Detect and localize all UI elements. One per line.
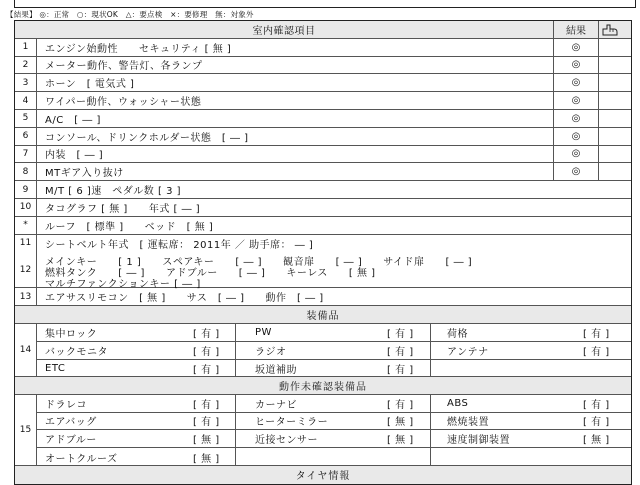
equipment-value: [ 有 ]	[583, 346, 610, 358]
interior-item-row	[15, 110, 631, 128]
row-number: 10	[15, 199, 37, 216]
equipment-label: ラジオ	[255, 346, 287, 358]
row-12-line-2: 燃料タンク [ ― ] アドブルー [ ― ] キーレス [ 無 ]	[45, 268, 376, 280]
column-divider	[235, 342, 236, 359]
equipment-value: [ 有 ]	[387, 399, 414, 411]
equipment-label: カーナビ	[255, 399, 297, 411]
row-number: 5	[15, 110, 37, 127]
result-mark: ◎	[553, 110, 599, 127]
equipment-value: [ 無 ]	[387, 435, 414, 447]
row-text: エアサスリモコン [ 無 ] サス [ ― ] 動作 [ ― ]	[45, 293, 324, 305]
interior-item-row	[15, 235, 631, 253]
equipment-label: 荷格	[447, 328, 468, 340]
result-mark: ◎	[553, 57, 599, 74]
row-12-line-1: メインキー [ 1 ] スペアキー [ ― ] 観音扉 [ ― ] サイド扉 [ ― ]	[45, 257, 473, 269]
unverified-subrow	[37, 448, 631, 466]
interior-item-row	[15, 92, 631, 110]
interior-item-row	[15, 57, 631, 75]
row-number: 8	[15, 163, 37, 180]
equipment-label: ヒーターミラー	[255, 417, 329, 429]
unverified-subrow	[37, 413, 631, 431]
column-divider	[430, 430, 431, 447]
equipment-label: ETC	[45, 362, 66, 374]
column-divider	[430, 395, 431, 412]
row-number: 4	[15, 92, 37, 109]
equipment-block	[15, 324, 631, 377]
row-number: 3	[15, 74, 37, 91]
interior-item-row	[15, 128, 631, 146]
row-text: タコグラフ [ 無 ] 年式 [ ― ]	[45, 203, 201, 215]
equipment-label: エアバッグ	[45, 417, 97, 429]
equipment-label: ドラレコ	[45, 399, 87, 411]
interior-item-row	[15, 39, 631, 57]
unverified-subrow	[37, 395, 631, 413]
equipment-label: 集中ロック	[45, 328, 98, 340]
equipment-subrow	[37, 324, 631, 342]
equipment-label: アドブルー	[45, 435, 97, 447]
row-text: A/C [ ― ]	[45, 114, 101, 126]
column-divider	[235, 324, 236, 341]
row-number: 7	[15, 146, 37, 163]
hand-pointer-icon	[601, 23, 619, 37]
interior-item-row	[15, 199, 631, 217]
row-12-line-3: マルチファンクションキー [ ― ]	[45, 279, 201, 291]
row-text: エンジン始動性 セキュリティ [ 無 ]	[45, 43, 232, 55]
result-header: 結果	[553, 21, 599, 38]
row-number: 6	[15, 128, 37, 145]
equipment-value: [ 有 ]	[583, 399, 610, 411]
equipment-label: バックモニタ	[45, 346, 108, 358]
equipment-label: 坂道補助	[255, 364, 297, 376]
column-divider	[430, 360, 431, 378]
row-text: シートベルト年式 [ 運転席： 2011年 ／ 助手席： ― ]	[45, 239, 314, 251]
equipment-value: [ 有 ]	[583, 417, 610, 429]
interior-header-row	[15, 21, 631, 39]
result-legend: 【結果】 ◎：正常 ○：現状OK △：要点検 ×：要修理 無：対象外	[6, 10, 254, 19]
row-number: 14	[15, 324, 37, 376]
column-divider	[235, 430, 236, 447]
row-text: M/T [ 6 ]速 ペダル数 [ 3 ]	[45, 186, 182, 198]
result-mark: ◎	[553, 163, 599, 180]
equipment-label: 燃焼装置	[447, 417, 489, 429]
result-mark: ◎	[553, 128, 599, 145]
row-text: ホーン [ 電気式 ]	[45, 79, 135, 91]
row-text: ワイパー動作、ウォッシャー状態	[45, 97, 202, 109]
interior-item-row	[15, 146, 631, 164]
result-mark: ◎	[553, 74, 599, 91]
row-number: 15	[15, 395, 37, 465]
interior-item-row	[15, 217, 631, 235]
column-divider	[235, 395, 236, 412]
interior-item-row	[15, 163, 631, 181]
unverified-block	[15, 395, 631, 466]
row-number: *	[15, 217, 37, 234]
column-divider	[430, 448, 431, 466]
row-number: 13	[15, 288, 37, 305]
equipment-value: [ 有 ]	[387, 346, 414, 358]
equipment-label: PW	[255, 326, 272, 338]
tires-header: タイヤ情報	[15, 466, 631, 484]
column-divider	[235, 360, 236, 378]
row-text: メーター動作、警告灯、各ランプ	[45, 61, 203, 73]
top-table-edge	[14, 0, 636, 8]
row-text: 内装 [ ― ]	[45, 150, 104, 162]
equipment-value: [ 無 ]	[193, 453, 220, 465]
row-number: 12	[15, 252, 37, 287]
column-divider	[430, 324, 431, 341]
equipment-subrow	[37, 342, 631, 360]
inspection-table	[14, 20, 632, 485]
column-divider	[235, 448, 236, 466]
unverified-header: 動作未確認装備品	[15, 377, 631, 395]
equipment-label: 速度制御装置	[447, 435, 510, 447]
column-divider	[430, 413, 431, 430]
equipment-header: 装備品	[15, 306, 631, 324]
column-divider	[235, 413, 236, 430]
equipment-value: [ 無 ]	[387, 417, 414, 429]
equipment-value: [ 有 ]	[193, 328, 220, 340]
equipment-label: 近接センサー	[255, 435, 318, 447]
equipment-value: [ 有 ]	[193, 346, 220, 358]
equipment-value: [ 有 ]	[193, 417, 220, 429]
interior-header: 室内確認項目	[15, 21, 553, 38]
row-text: MTギア入り抜け	[45, 168, 124, 180]
equipment-value: [ 無 ]	[583, 435, 610, 447]
row-number: 11	[15, 235, 37, 253]
row-13	[15, 288, 631, 306]
equipment-value: [ 有 ]	[193, 399, 220, 411]
row-text: ルーフ [ 標準 ] ベッド [ 無 ]	[45, 221, 214, 233]
row-number: 1	[15, 39, 37, 56]
equipment-value: [ 有 ]	[387, 364, 414, 376]
row-number: 2	[15, 57, 37, 74]
result-mark: ◎	[553, 39, 599, 56]
result-mark: ◎	[553, 146, 599, 163]
row-number: 9	[15, 181, 37, 198]
equipment-value: [ 有 ]	[583, 328, 610, 340]
equipment-label: アンテナ	[447, 346, 489, 358]
equipment-value: [ 有 ]	[387, 328, 414, 340]
interior-item-row	[15, 181, 631, 199]
equipment-label: ABS	[447, 397, 469, 409]
interior-item-row	[15, 74, 631, 92]
unverified-subrow	[37, 430, 631, 448]
row-12	[15, 252, 631, 291]
result-mark: ◎	[553, 92, 599, 109]
row-text: コンソール、ドリンクホルダー状態 [ ― ]	[45, 132, 249, 144]
column-divider	[430, 342, 431, 359]
equipment-label: オートクルーズ	[45, 453, 118, 465]
equipment-subrow	[37, 360, 631, 378]
equipment-value: [ 無 ]	[193, 435, 220, 447]
equipment-value: [ 有 ]	[193, 364, 220, 376]
